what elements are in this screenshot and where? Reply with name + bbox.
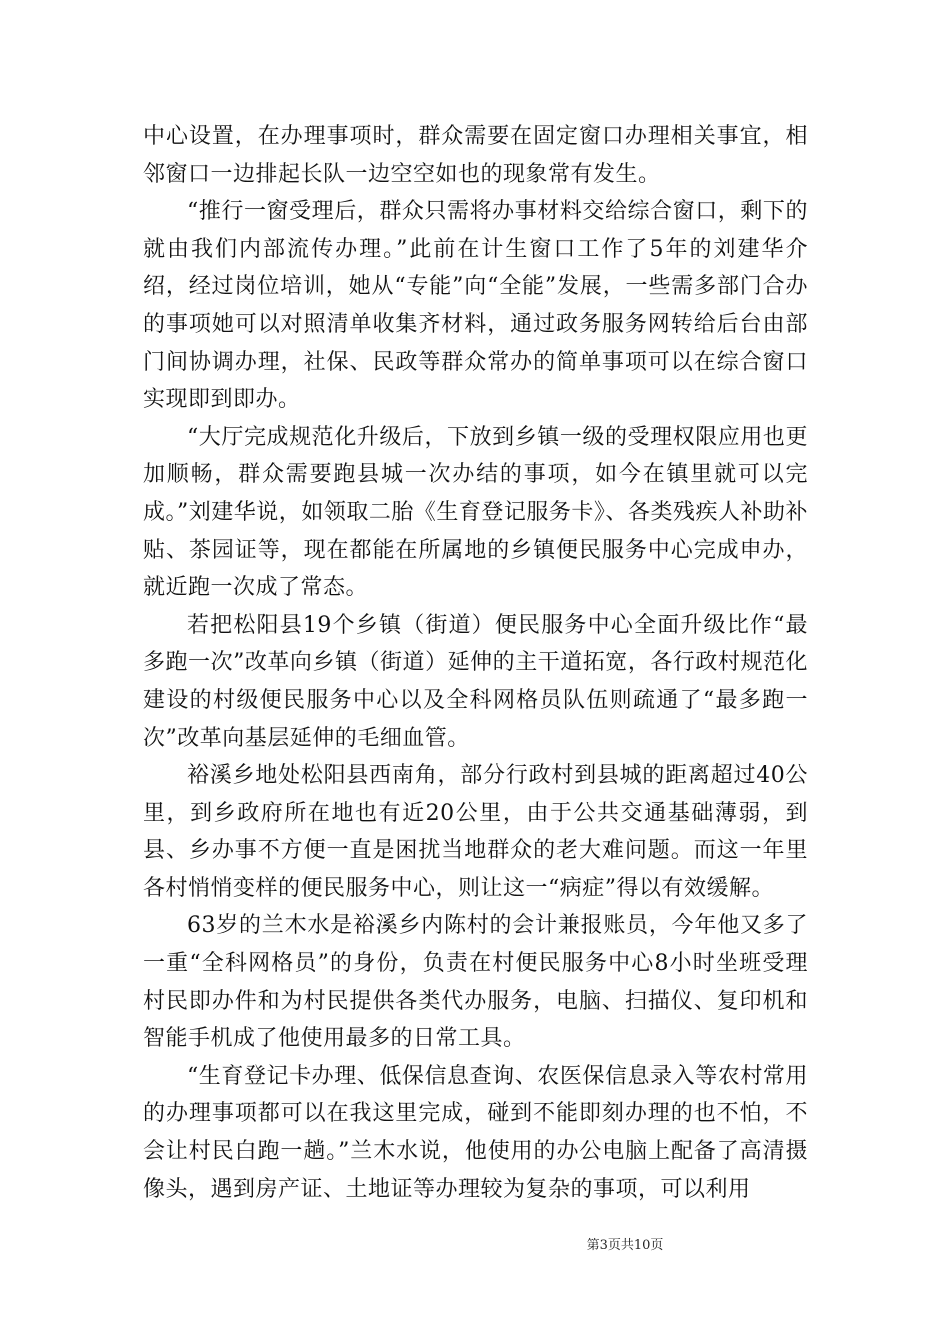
- paragraph: 裕溪乡地处松阳县西南角，部分行政村到县城的距离超过40公里，到乡政府所在地也有近20公里，由于公共交通基础薄弱，到县、乡办事不方便一直是困扰当地群众的老大难问题。而这一年里各村悄悄变样的便民服务中心，则让这一“病症”得以有效缓解。: [143, 763, 808, 901]
- paragraph: 63岁的兰木水是裕溪乡内陈村的会计兼报账员，今年他又多了一重“全科网格员”的身份，负责在村便民服务中心8小时坐班受理村民即办件和为村民提供各类代办服务，电脑、扫描仪、复印机和智能手机成了他使用最多的日常工具。: [143, 913, 808, 1052]
- page-number-footer: 第3页共10页: [586, 1238, 664, 1253]
- paragraph: 若把松阳县19个乡镇（街道）便民服务中心全面升级比作“最多跑一次”改革向乡镇（街道）延伸的主干道拓宽，各行政村规范化建设的村级便民服务中心以及全科网格员队伍则疏通了“最多跑一次”改革向基层延伸的毛细血管。: [143, 612, 808, 751]
- paragraph: “大厅完成规范化升级后，下放到乡镇一级的受理权限应用也更加顺畅，群众需要跑县城一次办结的事项，如今在镇里就可以完成。”刘建华说，如领取二胎《生育登记服务卡》、各类残疾人补助补贴、茶园证等，现在都能在所属地的乡镇便民服务中心完成申办，就近跑一次成了常态。: [143, 424, 808, 601]
- paragraph: “生育登记卡办理、低保信息查询、农医保信息录入等农村常用的办理事项都可以在我这里完成，碰到不能即刻办理的也不怕，不会让村民白跑一趟。”兰木水说，他使用的办公电脑上配备了高清摄像头，遇到房产证、土地证等办理较为复杂的事项，可以利用: [143, 1063, 808, 1202]
- paragraph: 中心设置，在办理事项时，群众需要在固定窗口办理相关事宜，相邻窗口一边排起长队一边空空如也的现象常有发生。: [143, 124, 808, 187]
- paragraph: “推行一窗受理后，群众只需将办事材料交给综合窗口，剩下的就由我们内部流传办理。”此前在计生窗口工作了5年的刘建华介绍，经过岗位培训，她从“专能”向“全能”发展，一些需多部门合办的事项她可以对照清单收集齐材料，通过政务服务网转给后台由部门间协调办理，社保、民政等群众常办的简单事项可以在综合窗口实现即到即办。: [143, 199, 808, 413]
- document-body: [143, 118, 808, 1208]
